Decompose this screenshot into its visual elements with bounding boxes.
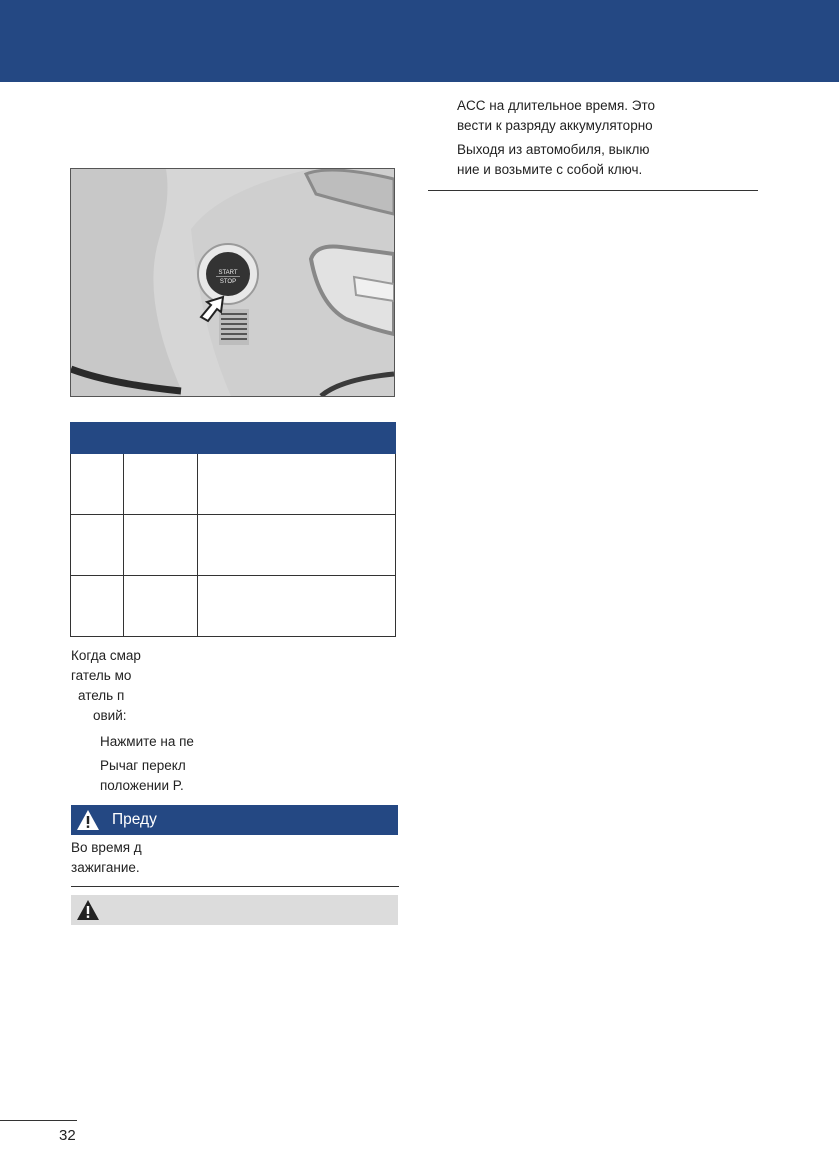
list-item-press-pedal: Нажмите на пе [100,734,194,749]
table-cell [71,454,124,515]
table-cell [71,515,124,576]
list-item-line-2: положении P. [100,778,184,793]
table-header-cell [124,423,198,454]
leave-vehicle-paragraph [428,140,758,180]
illustration-svg [71,169,394,396]
para1-line1: ACC на длительное время. Это [457,98,656,113]
list-item-gear-lever [100,756,240,796]
table-header-cell [198,423,396,454]
table-header-row [71,423,396,454]
table-row [71,576,396,637]
table-cell [124,515,198,576]
table-row [71,454,396,515]
body-line-3: атель п [78,688,125,703]
para1-line2: вести к разряду аккумуляторно [457,118,653,133]
warning-divider [71,886,399,887]
table-cell [124,576,198,637]
button-label-start: START [218,270,238,276]
caution-triangle-icon [76,899,100,921]
warning-text [71,838,221,878]
acc-warning-paragraph [428,96,758,136]
para2-line2: ние и возьмите с собой ключ. [457,162,643,177]
section-divider [428,190,758,191]
body-line-1: Когда смар [71,648,141,663]
table-cell [198,515,396,576]
caution-header [71,895,398,925]
table-cell [124,454,198,515]
table-cell [198,576,396,637]
footer-rule [0,1120,77,1121]
body-line-2: гатель мо [71,668,132,683]
warning-text-line-1: Во время д [71,840,142,855]
modes-table [70,422,396,637]
warning-text-line-2: зажигание. [71,860,140,875]
table-row [71,515,396,576]
warning-header [71,805,398,835]
right-column [428,96,758,180]
body-line-4: овий: [93,708,127,723]
button-label-stop: STOP [219,279,237,285]
table-cell [198,454,396,515]
table-cell [71,576,124,637]
warning-triangle-icon [76,809,100,831]
list-item-line-1: Рычаг перекл [100,758,186,773]
header-band [0,0,839,82]
para2-line1: Выходя из автомобиля, выклю [457,142,650,157]
start-stop-illustration [70,168,395,397]
warning-title: Преду [112,811,157,828]
vent-grille [219,309,249,345]
page-number: 32 [59,1127,76,1144]
smart-key-paragraph [71,646,191,726]
table-header-cell [71,423,124,454]
